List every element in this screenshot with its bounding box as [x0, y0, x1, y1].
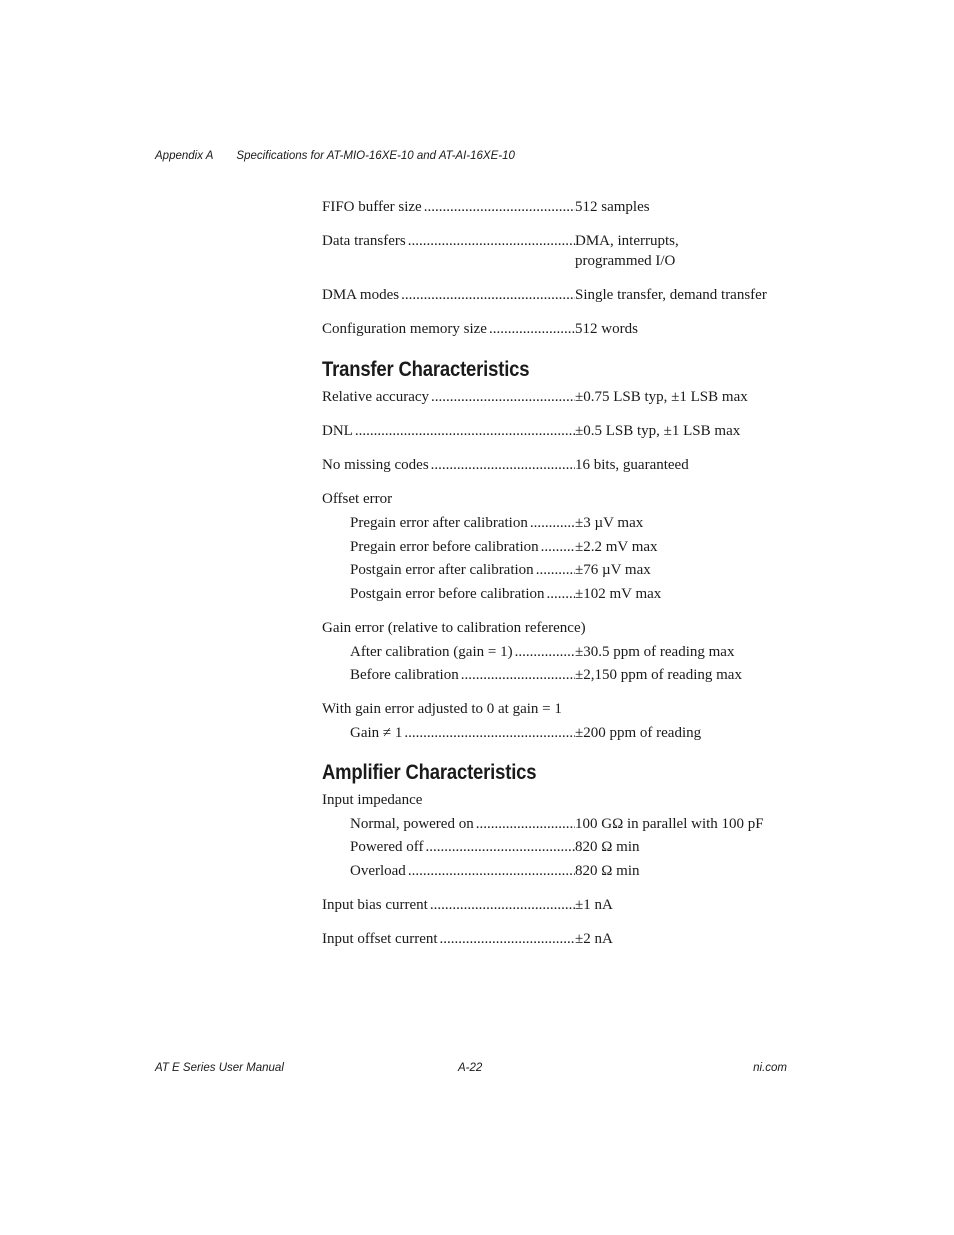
spec-value: 820 Ω min	[575, 839, 640, 855]
dot-leader	[401, 286, 575, 306]
spec-group-gain-adjusted	[322, 700, 792, 744]
spec-value	[575, 232, 792, 271]
dot-leader	[404, 724, 575, 744]
spec-value: ±1 nA	[575, 896, 613, 913]
dot-leader	[424, 198, 575, 218]
spec-row-data-transfers	[322, 232, 792, 271]
dot-leader	[547, 585, 575, 605]
dot-leader	[355, 422, 575, 442]
spec-row-no-missing-codes	[322, 456, 792, 476]
spec-value-line: programmed I/O	[575, 252, 676, 269]
spec-label: Gain ≠ 1	[350, 725, 403, 741]
spec-subrow	[350, 538, 792, 558]
spec-value: 16 bits, guaranteed	[575, 457, 689, 473]
spec-value: ±0.5 LSB typ, ±1 LSB max	[575, 423, 741, 439]
spec-group-gain-error	[322, 619, 792, 686]
spec-label: No missing codes	[322, 457, 429, 473]
dot-leader	[431, 388, 575, 408]
spec-value: ±76 µV max	[575, 562, 651, 578]
spec-content	[322, 198, 792, 949]
spec-label: Input offset current	[322, 930, 438, 947]
spec-subrow	[350, 815, 792, 835]
spec-subrow	[350, 514, 792, 534]
dot-leader	[515, 643, 575, 663]
dot-leader	[536, 561, 575, 581]
spec-subrow	[350, 666, 792, 686]
spec-label: FIFO buffer size	[322, 199, 422, 215]
spec-subrow	[350, 561, 792, 581]
spec-label: Postgain error before calibration	[350, 585, 545, 602]
dot-leader	[440, 930, 575, 950]
spec-value-line: DMA, interrupts,	[575, 233, 679, 249]
spec-subrow	[350, 862, 792, 882]
spec-row-input-offset-current	[322, 930, 792, 950]
section-heading-transfer: Transfer Characteristics	[322, 358, 530, 381]
spec-value: ±2,150 ppm of reading max	[575, 667, 742, 683]
spec-value: Single transfer, demand transfer	[575, 286, 767, 303]
dot-leader	[489, 320, 575, 340]
spec-value: 820 Ω min	[575, 862, 640, 879]
spec-label: After calibration (gain = 1)	[350, 643, 513, 660]
dot-leader	[425, 838, 575, 858]
spec-value: 512 words	[575, 320, 638, 337]
spec-label: Powered off	[350, 839, 424, 855]
dot-leader	[430, 896, 575, 916]
spec-value: 512 samples	[575, 199, 650, 215]
spec-group-input-impedance	[322, 791, 792, 882]
spec-value: 100 GΩ in parallel with 100 pF	[575, 815, 764, 832]
section-heading-amplifier: Amplifier Characteristics	[322, 760, 537, 784]
spec-value: ±200 ppm of reading	[575, 725, 702, 741]
section-title: Specifications for AT-MIO-16XE-10 and AT-AI-16XE-10	[236, 150, 515, 162]
spec-label: Pregain error before calibration	[350, 538, 539, 555]
group-title: Gain error (relative to calibration reference)	[322, 619, 586, 636]
dot-leader	[431, 456, 575, 476]
spec-row-dma-modes	[322, 286, 792, 306]
dot-leader	[476, 815, 575, 835]
spec-label: Relative accuracy	[322, 389, 430, 405]
spec-row-fifo	[322, 198, 792, 218]
spec-label: Configuration memory size	[322, 320, 487, 337]
spec-group-offset-error	[322, 490, 792, 604]
spec-row-relative-accuracy	[322, 388, 792, 408]
spec-label: Before calibration	[350, 667, 459, 683]
dot-leader	[541, 538, 575, 558]
spec-subrow	[350, 585, 792, 605]
spec-subrow	[350, 724, 792, 744]
spec-value: ±30.5 ppm of reading max	[575, 643, 735, 660]
spec-row-config-memory	[322, 320, 792, 340]
spec-row-input-bias-current	[322, 896, 792, 916]
spec-label: DNL	[322, 423, 353, 439]
dot-leader	[408, 232, 575, 252]
footer-site-link[interactable]: ni.com	[753, 1062, 787, 1074]
dot-leader	[461, 666, 575, 686]
running-header	[155, 150, 515, 162]
spec-label: Pregain error after calibration	[350, 515, 528, 531]
spec-label: Normal, powered on	[350, 815, 474, 832]
footer-manual-title: AT E Series User Manual	[155, 1062, 284, 1074]
spec-row-dnl	[322, 422, 792, 442]
spec-label: Postgain error after calibration	[350, 562, 534, 578]
appendix-label: Appendix A	[155, 150, 214, 162]
spec-label: Data transfers	[322, 233, 406, 249]
group-title: With gain error adjusted to 0 at gain = 1	[322, 701, 562, 717]
spec-value: ±3 µV max	[575, 515, 644, 531]
spec-value: ±2.2 mV max	[575, 538, 658, 555]
dot-leader	[530, 514, 575, 534]
spec-value: ±2 nA	[575, 930, 613, 947]
spec-subrow	[350, 838, 792, 858]
footer-page-number: A-22	[458, 1062, 483, 1074]
spec-label: DMA modes	[322, 286, 400, 303]
group-title: Input impedance	[322, 791, 423, 808]
dot-leader	[408, 862, 575, 882]
spec-subrow	[350, 643, 792, 663]
spec-value: ±102 mV max	[575, 585, 662, 602]
group-title: Offset error	[322, 491, 393, 507]
spec-value: ±0.75 LSB typ, ±1 LSB max	[575, 389, 748, 405]
spec-label: Input bias current	[322, 896, 428, 913]
spec-label: Overload	[350, 862, 406, 879]
